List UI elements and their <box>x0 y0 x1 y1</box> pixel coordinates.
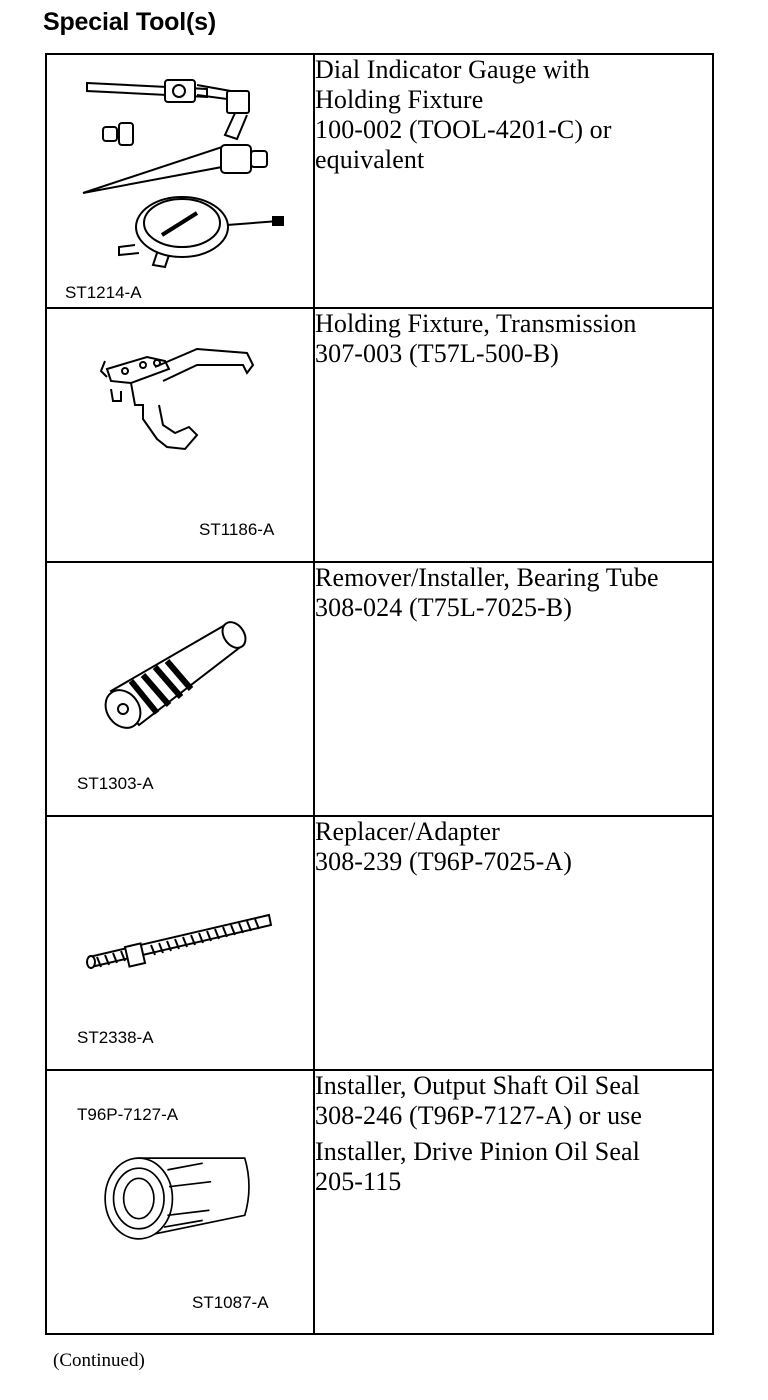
tool-description-cell <box>314 308 713 562</box>
tool-name-line: Installer, Drive Pinion Oil Seal <box>315 1137 640 1166</box>
image-code: ST1087-A <box>192 1293 269 1312</box>
tool-name-line: Holding Fixture, Transmission <box>315 309 637 338</box>
image-code: ST1214-A <box>65 283 142 302</box>
tool-description-cell <box>314 562 713 816</box>
table-row <box>46 308 713 562</box>
tool-illustration-cell <box>46 1070 314 1334</box>
tool-description-cell <box>314 816 713 1070</box>
tool-name-line: Installer, Output Shaft Oil Seal <box>315 1071 640 1100</box>
tool-name-line: Remover/Installer, Bearing Tube <box>315 563 659 592</box>
tool-description-cell <box>314 54 713 308</box>
table-row <box>46 562 713 816</box>
tool-description-cell <box>314 1070 713 1334</box>
tool-number-line: 205-115 <box>315 1167 402 1196</box>
tool-number-line: 100-002 (TOOL-4201-C) or <box>315 115 612 144</box>
tool-illustration-cell <box>46 562 314 816</box>
tool-number-line: 307-003 (T57L-500-B) <box>315 339 559 368</box>
continued-note: (Continued) <box>53 1350 145 1371</box>
tool-illustration-cell <box>46 308 314 562</box>
tool-number-line: equivalent <box>315 145 425 174</box>
image-code: ST2338-A <box>77 1028 154 1047</box>
special-tools-table <box>45 53 714 1335</box>
tool-number-line: 308-239 (T96P-7025-A) <box>315 847 573 876</box>
tool-illustration-cell <box>46 816 314 1070</box>
table-row <box>46 1070 713 1334</box>
image-label: T96P-7127-A <box>77 1105 179 1124</box>
page-title: Special Tool(s) <box>43 8 216 36</box>
tool-number-line: 308-024 (T75L-7025-B) <box>315 593 572 622</box>
tool-number-line: 308-246 (T96P-7127-A) or use <box>315 1101 643 1130</box>
table-row <box>46 816 713 1070</box>
tool-name-line: Replacer/Adapter <box>315 817 500 846</box>
image-code: ST1303-A <box>77 774 154 793</box>
dial-indicator-illustration <box>47 55 313 307</box>
table-row <box>46 54 713 308</box>
tool-name-line: Dial Indicator Gauge with <box>315 55 590 84</box>
tool-name-line: Holding Fixture <box>315 85 484 114</box>
seal-installer-illustration <box>47 1111 313 1323</box>
image-code: ST1186-A <box>199 520 275 539</box>
tool-illustration-cell <box>46 54 314 308</box>
